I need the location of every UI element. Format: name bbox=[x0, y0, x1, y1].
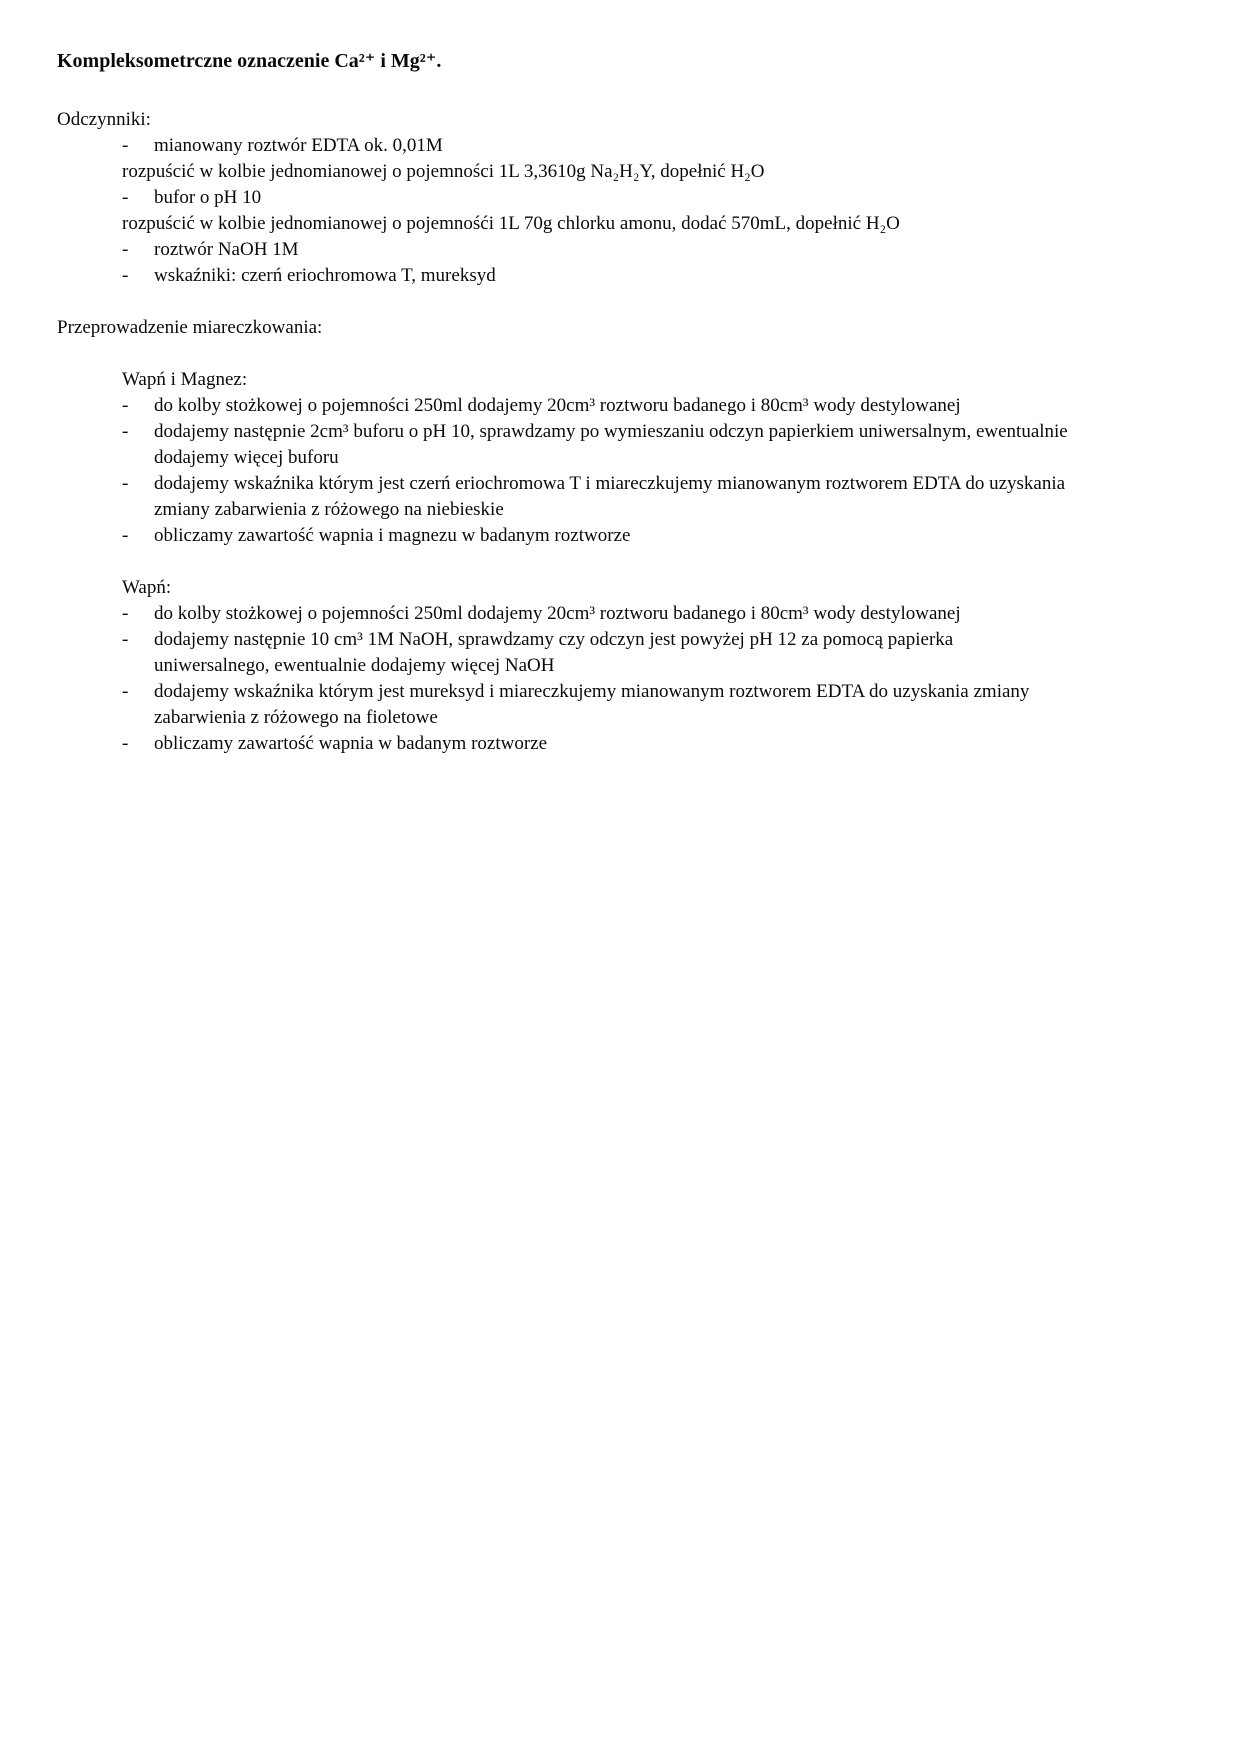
list-item bbox=[122, 679, 1070, 731]
dash-bullet: - bbox=[122, 473, 129, 494]
dash-bullet: - bbox=[122, 265, 129, 286]
dash-bullet: - bbox=[122, 421, 129, 442]
reagents-list bbox=[122, 133, 1070, 289]
reagents-section bbox=[57, 107, 1070, 289]
blank-line bbox=[57, 289, 1070, 315]
titration-section bbox=[57, 315, 1070, 757]
document-title: Kompleksometrczne oznaczenie Ca²⁺ i Mg²⁺. bbox=[57, 50, 442, 72]
list-item-text: dodajemy wskaźnika którym jest czerń eriochromowa T i miareczkujemy mianowanym roztworem EDTA do uzyskania zmiany zabarwienia z różowego na niebieskie bbox=[154, 473, 1066, 520]
list-item bbox=[122, 419, 1070, 471]
continuation-line: rozpuścić w kolbie jednomianowej o pojemnośći 1L 70g chlorku amonu, dodać 570mL, dopełnić H₂O bbox=[122, 213, 900, 234]
dash-bullet: - bbox=[122, 681, 129, 702]
reagents-heading: Odczynniki: bbox=[57, 109, 151, 130]
list-item-text: wskaźniki: czerń eriochromowa T, mureksyd bbox=[154, 265, 496, 286]
list-item-text: do kolby stożkowej o pojemności 250ml dodajemy 20cm³ roztworu badanego i 80cm³ wody destylowanej bbox=[154, 603, 961, 624]
list-item bbox=[122, 237, 1070, 263]
dash-bullet: - bbox=[122, 733, 129, 754]
dash-bullet: - bbox=[122, 603, 129, 624]
dash-bullet: - bbox=[122, 395, 129, 416]
list-item bbox=[122, 263, 1070, 289]
list-item bbox=[122, 471, 1070, 523]
list-item-text: obliczamy zawartość wapnia i magnezu w badanym roztworze bbox=[154, 525, 631, 546]
list-item-text: dodajemy następnie 2cm³ buforu o pH 10, sprawdzamy po wymieszaniu odczyn papierkiem uniwersalnym, ewentualnie dodajemy więcej buforu bbox=[154, 421, 1068, 468]
calcium-magnesium-heading: Wapń i Magnez: bbox=[122, 369, 248, 390]
list-item bbox=[122, 601, 1070, 627]
dash-bullet: - bbox=[122, 525, 129, 546]
list-item bbox=[122, 393, 1070, 419]
dash-bullet: - bbox=[122, 187, 129, 208]
calcium-subsection bbox=[122, 575, 1070, 757]
list-item-text: bufor o pH 10 bbox=[154, 187, 262, 208]
list-item-text: dodajemy następnie 10 cm³ 1M NaOH, sprawdzamy czy odczyn jest powyżej pH 12 za pomocą papierka uniwersalnego, ewentualnie dodajemy więcej NaOH bbox=[154, 629, 954, 676]
list-item bbox=[122, 133, 1070, 159]
list-item bbox=[122, 185, 1070, 211]
blank-line bbox=[57, 549, 1070, 575]
list-item bbox=[122, 731, 1070, 757]
titration-heading: Przeprowadzenie miareczkowania: bbox=[57, 317, 323, 338]
dash-bullet: - bbox=[122, 135, 129, 156]
list-item bbox=[122, 523, 1070, 549]
calcium-magnesium-subsection bbox=[122, 367, 1070, 549]
list-item-text: dodajemy wskaźnika którym jest mureksyd i miareczkujemy mianowanym roztworem EDTA do uzyskania zmiany zabarwienia z różowego na fioletowe bbox=[154, 681, 1030, 728]
dash-bullet: - bbox=[122, 239, 129, 260]
list-item-text: do kolby stożkowej o pojemności 250ml dodajemy 20cm³ roztworu badanego i 80cm³ wody destylowanej bbox=[154, 395, 961, 416]
list-item bbox=[122, 627, 1070, 679]
blank-line bbox=[57, 341, 1070, 367]
continuation-line: rozpuścić w kolbie jednomianowej o pojemności 1L 3,3610g Na₂H₂Y, dopełnić H₂O bbox=[122, 161, 765, 182]
calcium-heading: Wapń: bbox=[122, 577, 172, 598]
dash-bullet: - bbox=[122, 629, 129, 650]
list-item-text: mianowany roztwór EDTA ok. 0,01M bbox=[154, 135, 443, 156]
list-item-text: roztwór NaOH 1M bbox=[154, 239, 299, 260]
list-item-text: obliczamy zawartość wapnia w badanym roztworze bbox=[154, 733, 548, 754]
